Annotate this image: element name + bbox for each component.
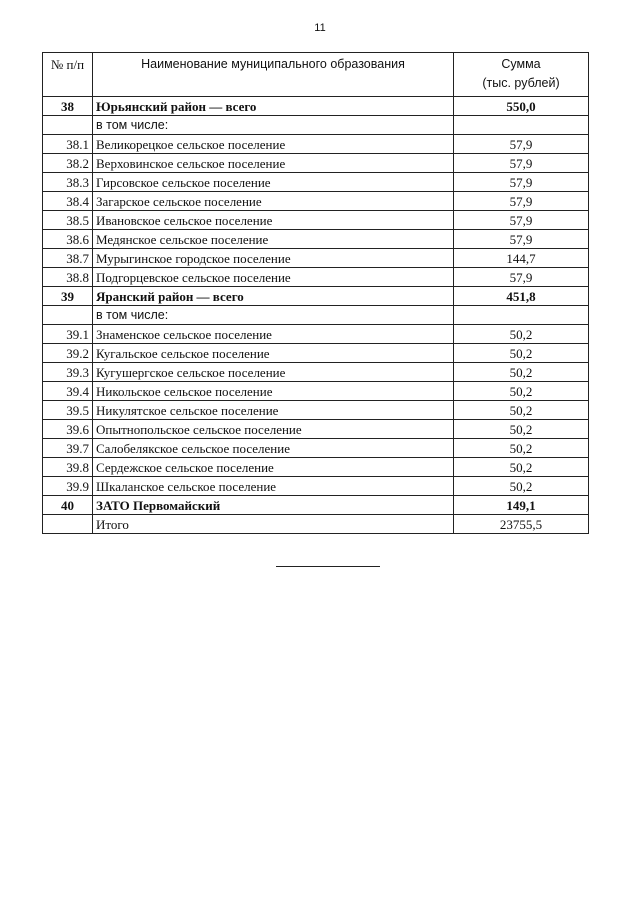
row-number [43,116,93,135]
row-sum: 57,9 [454,192,589,211]
district-total-row [43,496,589,515]
row-number: 39 [43,287,93,306]
row-number: 38.1 [43,135,93,154]
row-sum: 57,9 [454,173,589,192]
row-name: Никулятское сельское поселение [93,401,454,420]
row-name: Кугушергское сельское поселение [93,363,454,382]
row-name: ЗАТО Первомайский [93,496,454,515]
table-body [43,97,589,534]
row-sum: 451,8 [454,287,589,306]
end-rule-divider [276,566,380,567]
row-name: Шкаланское сельское поселение [93,477,454,496]
row-name: Опытнопольское сельское поселение [93,420,454,439]
header-sum-line1: Сумма [501,57,541,71]
row-name: Загарское сельское поселение [93,192,454,211]
row-number: 39.4 [43,382,93,401]
row-sum: 144,7 [454,249,589,268]
row-name: Великорецкое сельское поселение [93,135,454,154]
row-sum [454,116,589,135]
row-number: 38.6 [43,230,93,249]
row-sum: 50,2 [454,401,589,420]
row-number: 39.7 [43,439,93,458]
header-sum [454,53,589,97]
district-total-row [43,97,589,116]
row-number: 39.9 [43,477,93,496]
table-row [43,363,589,382]
table-row [43,382,589,401]
page-number: 11 [314,22,326,34]
table-row [43,230,589,249]
row-name: Никольское сельское поселение [93,382,454,401]
table-row [43,344,589,363]
row-name: Медянское сельское поселение [93,230,454,249]
header-sum-line2: (тыс. рублей) [482,76,560,90]
row-name: в том числе: [93,306,454,325]
row-number: 38 [43,97,93,116]
row-name: Верховинское сельское поселение [93,154,454,173]
row-number: 38.4 [43,192,93,211]
row-number: 39.3 [43,363,93,382]
table-row [43,401,589,420]
row-sum: 149,1 [454,496,589,515]
row-number: 39.1 [43,325,93,344]
row-sum: 23755,5 [454,515,589,534]
table-row [43,477,589,496]
row-name: Подгорцевское сельское поселение [93,268,454,287]
row-sum: 57,9 [454,154,589,173]
table-row [43,325,589,344]
row-number: 38.7 [43,249,93,268]
table-row [43,439,589,458]
row-name: Кугальское сельское поселение [93,344,454,363]
row-number: 40 [43,496,93,515]
table-row [43,268,589,287]
row-sum: 50,2 [454,477,589,496]
row-name: Итого [93,515,454,534]
row-number: 38.2 [43,154,93,173]
table-row [43,192,589,211]
table-header-row [43,53,589,97]
row-number: 39.8 [43,458,93,477]
row-sum: 50,2 [454,382,589,401]
row-number: 39.5 [43,401,93,420]
subheading-row [43,116,589,135]
row-sum: 57,9 [454,268,589,287]
row-sum: 50,2 [454,458,589,477]
row-sum: 550,0 [454,97,589,116]
row-name: Салобелякское сельское поселение [93,439,454,458]
header-name: Наименование муниципального образования [93,53,454,97]
table-row [43,515,589,534]
row-number: 38.8 [43,268,93,287]
table-row [43,211,589,230]
row-sum: 50,2 [454,344,589,363]
row-name: в том числе: [93,116,454,135]
table-row [43,249,589,268]
district-total-row [43,287,589,306]
subheading-row [43,306,589,325]
row-number [43,306,93,325]
row-sum: 50,2 [454,363,589,382]
row-sum: 50,2 [454,325,589,344]
row-number [43,515,93,534]
row-name: Юрьянский район — всего [93,97,454,116]
table-row [43,173,589,192]
table-row [43,154,589,173]
table-row [43,458,589,477]
row-sum [454,306,589,325]
row-name: Мурыгинское городское поселение [93,249,454,268]
table-row [43,135,589,154]
row-number: 38.5 [43,211,93,230]
allocation-table [42,52,589,534]
row-name: Гирсовское сельское поселение [93,173,454,192]
row-number: 39.2 [43,344,93,363]
row-sum: 57,9 [454,211,589,230]
table-row [43,420,589,439]
header-number: № п/п [43,53,93,97]
row-sum: 57,9 [454,230,589,249]
row-sum: 50,2 [454,420,589,439]
row-name: Знаменское сельское поселение [93,325,454,344]
row-name: Ивановское сельское поселение [93,211,454,230]
row-name: Яранский район — всего [93,287,454,306]
row-sum: 57,9 [454,135,589,154]
row-number: 38.3 [43,173,93,192]
row-number: 39.6 [43,420,93,439]
row-name: Сердежское сельское поселение [93,458,454,477]
row-sum: 50,2 [454,439,589,458]
